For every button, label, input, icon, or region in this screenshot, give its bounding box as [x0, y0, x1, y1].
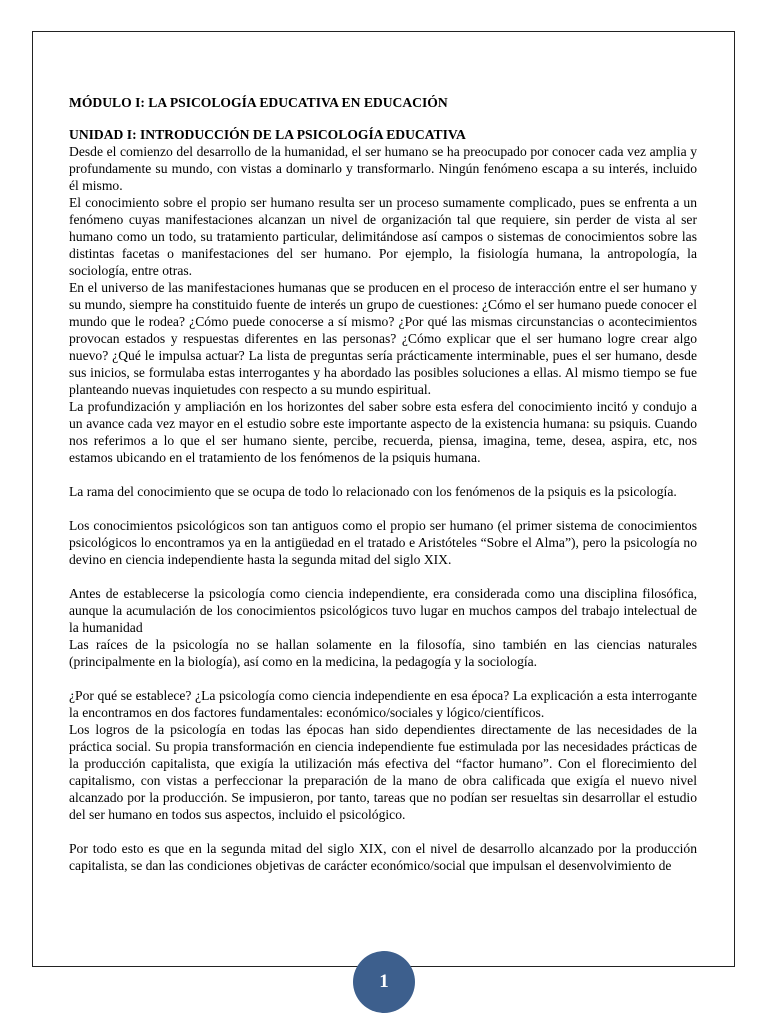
paragraph-spacer [69, 823, 697, 840]
paragraph: Desde el comienzo del desarrollo de la humanidad, el ser humano se ha preocupado por conocer cada vez amplia y profundamente su mundo, con vistas a dominarlo y transformarlo. Ningún fenómeno escapa a su interés, incluido él mismo. [69, 144, 697, 193]
page-number: 1 [379, 971, 389, 992]
paragraph: Las raíces de la psicología no se hallan solamente en la filosofía, sino también en las ciencias naturales (principalmente en la biología), así como en la medicina, la pedagogía y la sociología. [69, 637, 697, 669]
paragraph: Por todo esto es que en la segunda mitad del siglo XIX, con el nivel de desarrollo alcanzado por la producción capitalista, se dan las condiciones objetivas de carácter económico/social que impulsan el desenvolvimiento de [69, 841, 697, 873]
paragraph: ¿Por qué se establece? ¿La psicología como ciencia independiente en esa época? La explicación a esta interrogante la encontramos en dos factores fundamentales: económico/sociales y lógico/científicos. [69, 688, 697, 720]
page-number-badge [353, 951, 415, 1013]
module-title: MÓDULO I: LA PSICOLOGÍA EDUCATIVA EN EDUCACIÓN [69, 95, 448, 110]
paragraph-spacer [69, 568, 697, 585]
paragraph: El conocimiento sobre el propio ser humano resulta ser un proceso sumamente complicado, pues se enfrenta a un fenómeno cuyas manifestaciones alcanzan un nivel de organización tal que requiere, sin perder de vista al ser humano como un todo, su tratamiento particular, delimitándose así campos o sistemas de conocimientos sobre las distintas facetas o manifestaciones del ser humano. Por ejemplo, la fisiología humana, la antropología, la sociología, entre otras. [69, 195, 697, 278]
paragraph: Antes de establecerse la psicología como ciencia independiente, era considerada como una disciplina filosófica, aunque la acumulación de los conocimientos psicológicos tuvo lugar en muchos campos del trabajo intelectual de la humanidad [69, 586, 697, 635]
paragraph: Los logros de la psicología en todas las épocas han sido dependientes directamente de las necesidades de la práctica social. Su propia transformación en ciencia independiente fue estimulada por las necesidades prácticas de la producción capitalista, que exigía la utilización más efectiva del “factor humano”. Con el florecimiento del capitalismo, con vistas a perfeccionar la preparación de la mano de obra calificada que exigía el nuevo nivel alcanzado por la producción. Se impusieron, por tanto, tareas que no podían ser resueltas sin desarrollar el estudio del ser humano en todos sus aspectos, incluido el psicológico. [69, 722, 697, 822]
paragraph: La profundización y ampliación en los horizontes del saber sobre esta esfera del conocimiento incitó y condujo a un avance cada vez mayor en el estudio sobre este importante aspecto de la existencia humana: su psiquis. Cuando nos referimos a lo que el ser humano siente, percibe, recuerda, piensa, imagina, teme, desea, aspira, etc, nos estamos ubicando en el tratamiento de los fenómenos de la psiquis humana. [69, 399, 697, 465]
paragraph-spacer [69, 500, 697, 517]
paragraph: En el universo de las manifestaciones humanas que se producen en el proceso de interacción entre el ser humano y su mundo, siempre ha constituido fuente de interés un grupo de cuestiones: ¿Cómo el ser humano puede conocer el mundo que le rodea? ¿Cómo puede conocerse a sí mismo? ¿Por qué las mismas circunstancias o acontecimientos provocan estados y respuestas diferentes en las personas? ¿Cómo explicar que el ser humano logre crear algo nuevo? ¿Qué le impulsa actuar? La lista de preguntas sería prácticamente interminable, pues el ser humano, desde sus inicios, se formulaba estas interrogantes y ha abordado las posibles soluciones a ellas. Al mismo tiempo se fue planteando nuevas inquietudes con respecto a su mundo espiritual. [69, 280, 697, 397]
paragraph-spacer [69, 466, 697, 483]
paragraph-spacer [69, 670, 697, 687]
document-body [69, 94, 697, 874]
paragraph: Los conocimientos psicológicos son tan antiguos como el propio ser humano (el primer sistema de conocimientos psicológicos lo encontramos ya en la antigüedad en el tratado e Aristóteles “Sobre el Alma”), pero la psicología no devino en ciencia independiente hasta la segunda mitad del siglo XIX. [69, 518, 697, 567]
paragraph: La rama del conocimiento que se ocupa de todo lo relacionado con los fenómenos de la psiquis es la psicología. [69, 484, 677, 499]
unit-title: UNIDAD I: INTRODUCCIÓN DE LA PSICOLOGÍA EDUCATIVA [69, 127, 466, 142]
